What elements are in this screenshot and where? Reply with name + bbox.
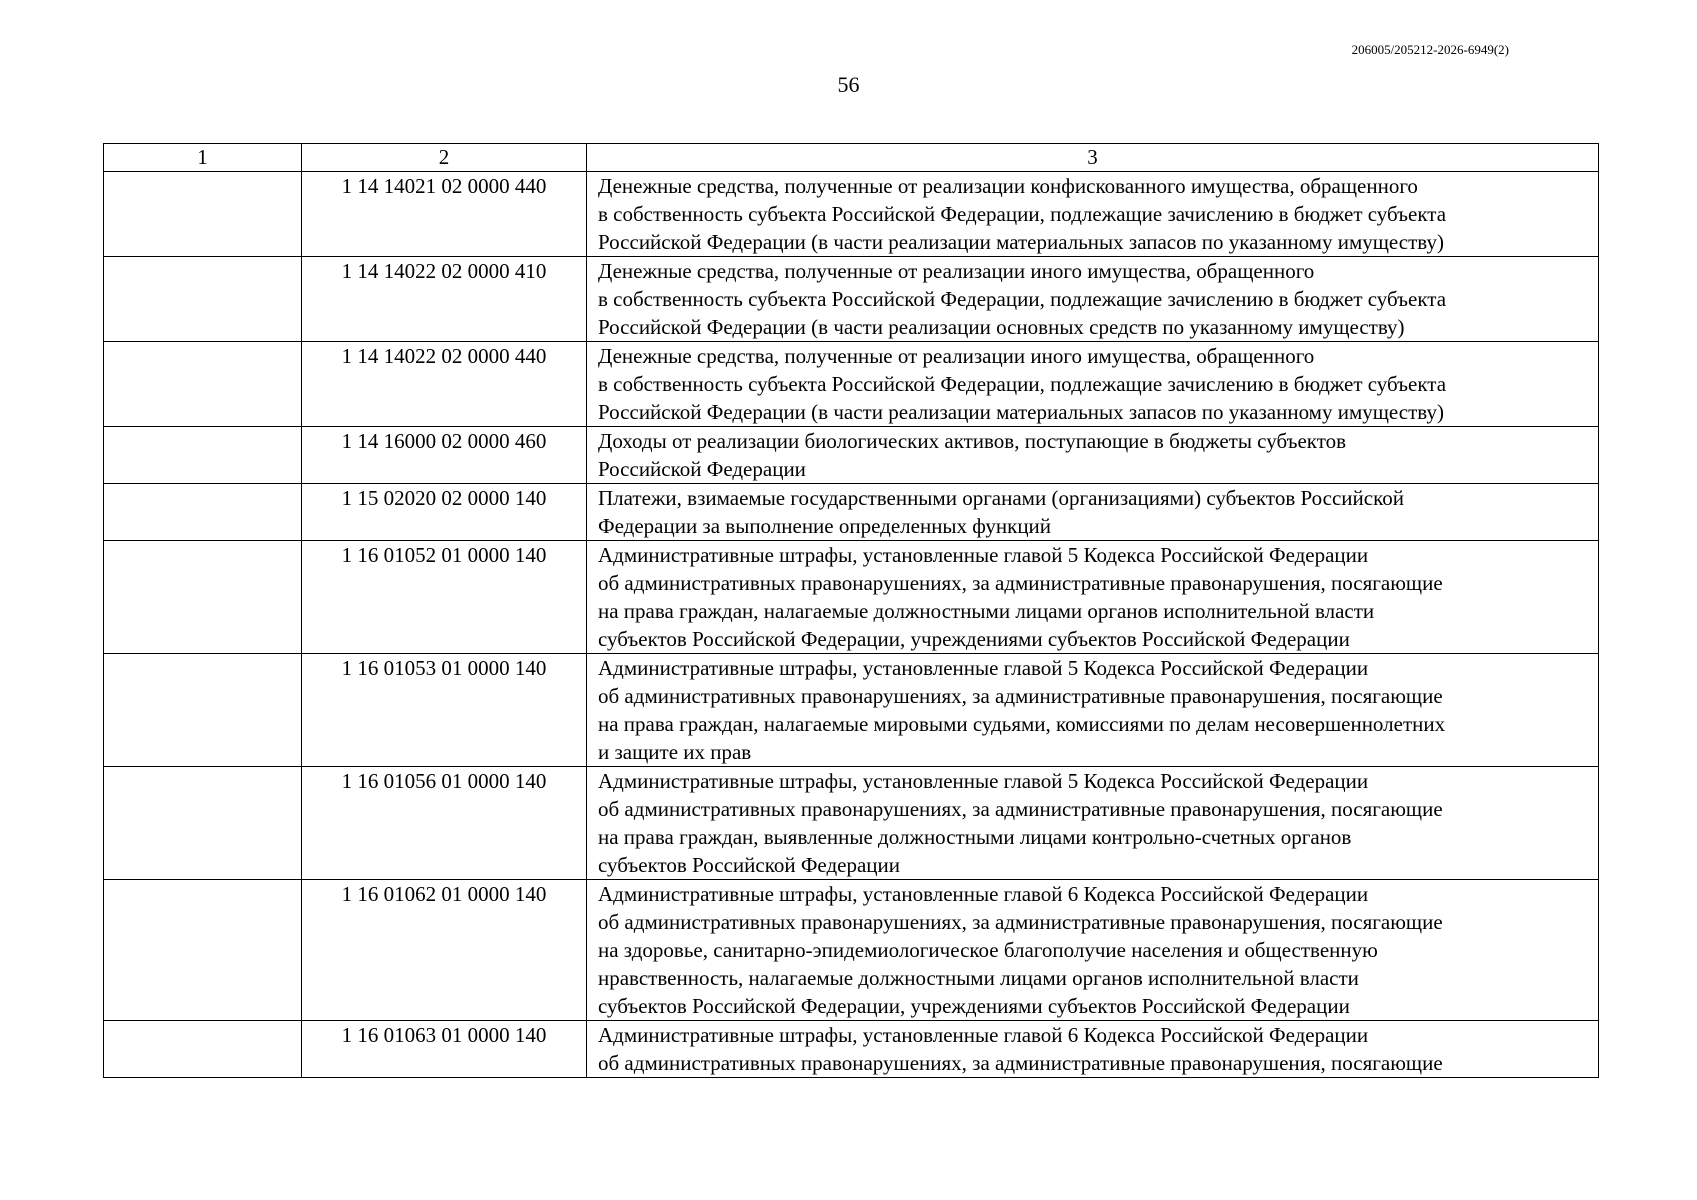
table-header-row [104, 144, 1599, 172]
description-cell: Доходы от реализации биологических активов, поступающие в бюджеты субъектов Российской Федерации [587, 427, 1599, 484]
description-cell: Административные штрафы, установленные главой 5 Кодекса Российской Федерации об административных правонарушениях, за административные правонарушения, посягающие на права граждан, налагаемые мировыми судьями, комиссиями по делам несовершеннолетних и защите их прав [587, 654, 1599, 767]
table-row [104, 767, 1599, 880]
description-cell: Денежные средства, полученные от реализации иного имущества, обращенного в собственность субъекта Российской Федерации, подлежащие зачислению в бюджет субъекта Российской Федерации (в части реализации материальных запасов по указанному имуществу) [587, 342, 1599, 427]
row-empty-cell [104, 767, 302, 880]
row-empty-cell [104, 1021, 302, 1078]
budget-code-cell: 1 16 01062 01 0000 140 [302, 880, 587, 1021]
table-row [104, 1021, 1599, 1078]
row-empty-cell [104, 484, 302, 541]
budget-code-cell: 1 16 01052 01 0000 140 [302, 541, 587, 654]
column-header-1: 1 [104, 144, 302, 172]
document-id: 206005/205212-2026-6949(2) [1351, 42, 1509, 57]
description-cell: Денежные средства, полученные от реализации иного имущества, обращенного в собственность субъекта Российской Федерации, подлежащие зачислению в бюджет субъекта Российской Федерации (в части реализации основных средств по указанному имуществу) [587, 257, 1599, 342]
column-header-2: 2 [302, 144, 587, 172]
budget-code-cell: 1 14 14021 02 0000 440 [302, 172, 587, 257]
table-row [104, 654, 1599, 767]
budget-code-cell: 1 14 14022 02 0000 440 [302, 342, 587, 427]
description-cell: Административные штрафы, установленные главой 6 Кодекса Российской Федерации об административных правонарушениях, за административные правонарушения, посягающие [587, 1021, 1599, 1078]
description-cell: Административные штрафы, установленные главой 5 Кодекса Российской Федерации об административных правонарушениях, за административные правонарушения, посягающие на права граждан, налагаемые должностными лицами органов исполнительной власти субъектов Российской Федерации, учреждениями субъектов Российской Федерации [587, 541, 1599, 654]
description-cell: Административные штрафы, установленные главой 6 Кодекса Российской Федерации об административных правонарушениях, за административные правонарушения, посягающие на здоровье, санитарно-эпидемиологическое благополучие населения и общественную нравственность, налагаемые должностными лицами органов исполнительной власти субъектов Российской Федерации, учреждениями субъектов Российской Федерации [587, 880, 1599, 1021]
description-cell: Денежные средства, полученные от реализации конфискованного имущества, обращенного в собственность субъекта Российской Федерации, подлежащие зачислению в бюджет субъекта Российской Федерации (в части реализации материальных запасов по указанному имуществу) [587, 172, 1599, 257]
budget-code-cell: 1 16 01063 01 0000 140 [302, 1021, 587, 1078]
row-empty-cell [104, 342, 302, 427]
table-row [104, 342, 1599, 427]
row-empty-cell [104, 880, 302, 1021]
table-row [104, 172, 1599, 257]
budget-classification-table [103, 143, 1599, 1078]
row-empty-cell [104, 427, 302, 484]
page-number: 56 [837, 72, 860, 97]
table-row [104, 257, 1599, 342]
row-empty-cell [104, 654, 302, 767]
budget-code-cell: 1 16 01053 01 0000 140 [302, 654, 587, 767]
table-row [104, 427, 1599, 484]
budget-code-cell: 1 15 02020 02 0000 140 [302, 484, 587, 541]
budget-code-cell: 1 16 01056 01 0000 140 [302, 767, 587, 880]
table-row [104, 484, 1599, 541]
row-empty-cell [104, 257, 302, 342]
description-cell: Платежи, взимаемые государственными органами (организациями) субъектов Российской Федерации за выполнение определенных функций [587, 484, 1599, 541]
column-header-3: 3 [587, 144, 1599, 172]
description-cell: Административные штрафы, установленные главой 5 Кодекса Российской Федерации об административных правонарушениях, за административные правонарушения, посягающие на права граждан, выявленные должностными лицами контрольно-счетных органов субъектов Российской Федерации [587, 767, 1599, 880]
table-row [104, 541, 1599, 654]
row-empty-cell [104, 172, 302, 257]
budget-code-cell: 1 14 14022 02 0000 410 [302, 257, 587, 342]
budget-code-cell: 1 14 16000 02 0000 460 [302, 427, 587, 484]
table-row [104, 880, 1599, 1021]
row-empty-cell [104, 541, 302, 654]
